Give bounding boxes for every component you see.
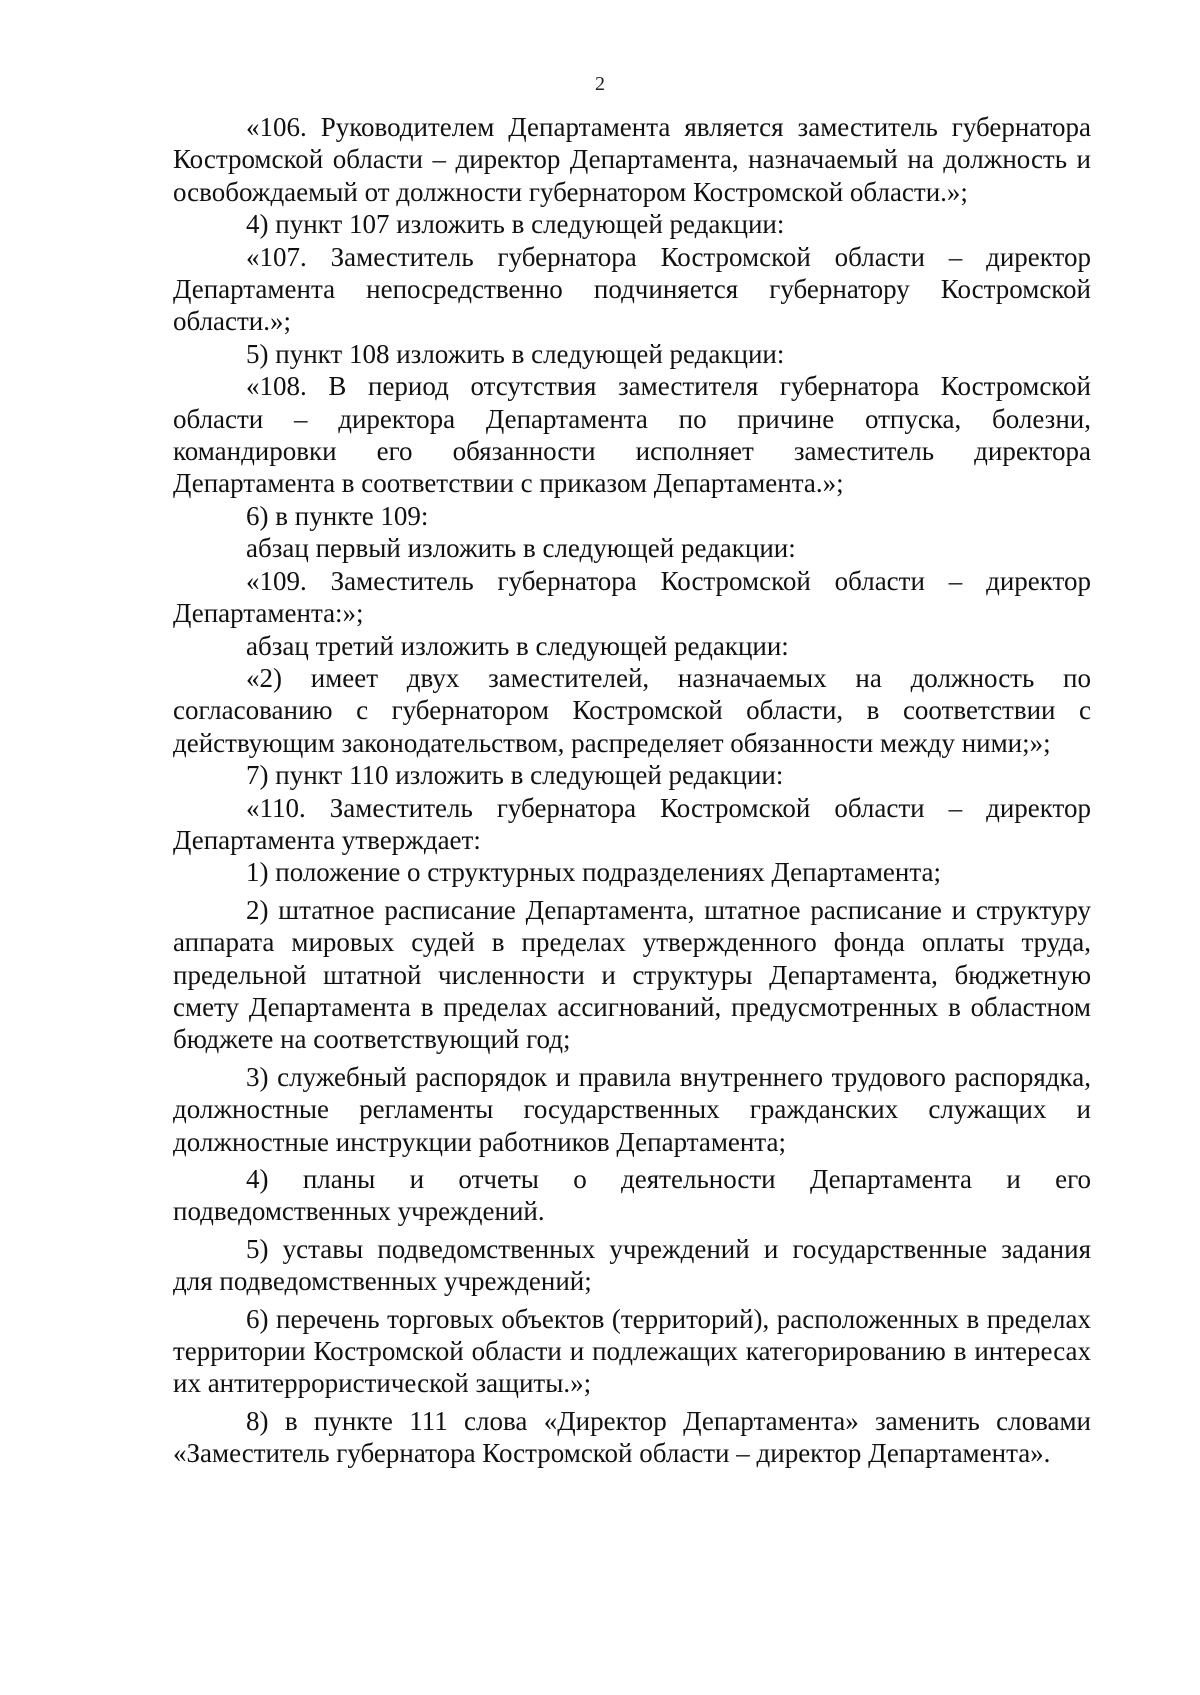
paragraph-110: «110. Заместитель губернатора Костромской области – директор Департамента утверждает:: [173, 792, 1091, 855]
paragraph-106: «106. Руководителем Департамента является заместитель губернатора Костромской области – директор Департамента, назначаемый на должность и освобождаемый от должности губернатором Костромской области.»;: [173, 112, 1091, 207]
paragraph-110-sub-4: 4) планы и отчеты о деятельности Департамента и его подведомственных учреждений.: [173, 1164, 1091, 1227]
paragraph-item-4: 4) пункт 107 изложить в следующей редакции:: [246, 209, 785, 240]
paragraph-item-7: 7) пункт 110 изложить в следующей редакции:: [246, 760, 784, 791]
document-body: [173, 111, 1091, 1470]
paragraph-item-5: 5) пункт 108 изложить в следующей редакции:: [246, 338, 785, 369]
paragraph-110-sub-2: 2) штатное расписание Департамента, штатное расписание и структуру аппарата мировых судей в пределах утвержденного фонда оплаты труда, предельной штатной численности и структуры Департамента, бюджетную смету Департамента в пределах ассигнований, предусмотренных в областном бюджете на соответствующий год;: [173, 894, 1091, 1055]
page-number: 2: [595, 73, 605, 95]
paragraph-deputies: «2) имеет двух заместителей, назначаемых на должность по согласованию с губернатором Костромской области, в соответствии с действующим законодательством, распределяет обязанности между ними;»;: [173, 662, 1091, 758]
paragraph-110-sub-3: 3) служебный распорядок и правила внутреннего трудового распорядка, должностные регламенты государственных гражданских служащих и должностные инструкции работников Департамента;: [173, 1061, 1091, 1157]
paragraph-110-sub-6: 6) перечень торговых объектов (территорий), расположенных в пределах территории Костромской области и подлежащих категорированию в интересах их антитеррористической защиты.»;: [173, 1303, 1091, 1399]
paragraph-first-abzac: абзац первый изложить в следующей редакции:: [246, 533, 796, 564]
paragraph-108: «108. В период отсутствия заместителя губернатора Костромской области – директора Департамента по причине отпуска, болезни, командировки его обязанности исполняет заместитель директора Департамента в соответствии с приказом Департамента.»;: [173, 371, 1091, 499]
paragraph-third-abzac: абзац третий изложить в следующей редакции:: [246, 630, 789, 661]
paragraph-109: «109. Заместитель губернатора Костромской области – директор Департамента:»;: [173, 565, 1091, 629]
paragraph-107: «107. Заместитель губернатора Костромской области – директор Департамента непосредственно подчиняется губернатору Костромской области.»;: [173, 241, 1091, 337]
paragraph-item-6: 6) в пункте 109:: [246, 500, 429, 531]
paragraph-item-8: 8) в пункте 111 слова «Директор Департамента» заменить словами «Заместитель губернатора Костромской области – директор Департамента».: [173, 1405, 1091, 1469]
paragraph-110-sub-1: 1) положение о структурных подразделениях Департамента;: [246, 857, 941, 888]
paragraph-110-sub-5: 5) уставы подведомственных учреждений и государственные задания для подведомственных учреждений;: [173, 1233, 1091, 1297]
